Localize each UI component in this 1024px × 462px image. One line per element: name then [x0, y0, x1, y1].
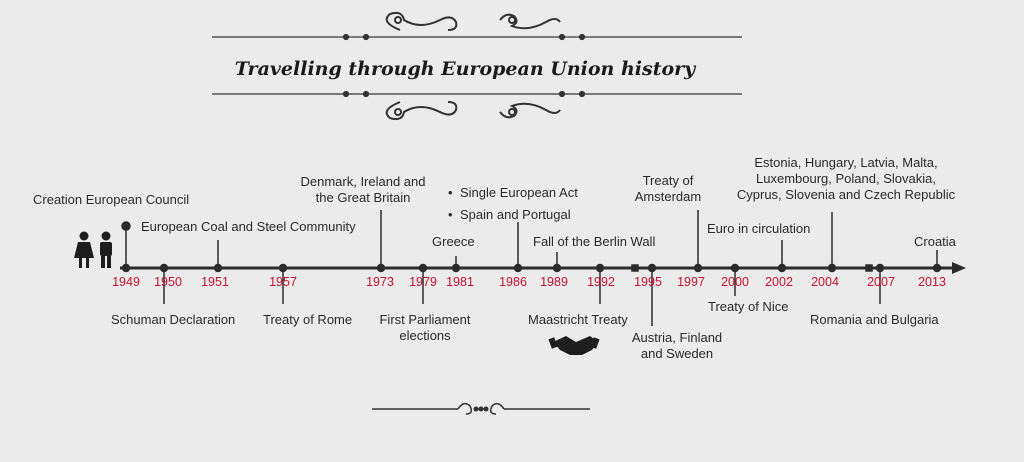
year-label: 1950: [154, 275, 182, 289]
people-icon: [74, 232, 112, 269]
year-label: 1979: [409, 275, 437, 289]
event-rome: Treaty of Rome: [263, 312, 353, 327]
event-amsterdam: Treaty of Amsterdam: [634, 173, 702, 204]
event-parliament: First Parliament elections: [379, 312, 471, 343]
year-label: 1973: [366, 275, 394, 289]
event-denmark: Denmark, Ireland and the Great Britain: [300, 174, 426, 205]
event-greece: Greece: [432, 234, 475, 249]
event-croatia: Croatia: [914, 234, 956, 249]
year-label: 1989: [540, 275, 568, 289]
marker-1994: [632, 265, 638, 271]
event-romania: Romania and Bulgaria: [810, 312, 939, 327]
year-label: 1997: [677, 275, 705, 289]
year-label: 2013: [918, 275, 946, 289]
list-item: • Single European Act: [448, 185, 578, 200]
title-frame-top: [212, 35, 742, 40]
event-enlargement-2004: Estonia, Hungary, Latvia, Malta, Luxembourg, Poland, Slovakia, Cyprus, Slovenia and Czech Republic: [736, 155, 956, 202]
year-label: 1995: [634, 275, 662, 289]
flourish-icon: [387, 13, 560, 30]
year-label: 1992: [587, 275, 615, 289]
event-coal-steel: European Coal and Steel Community: [141, 219, 356, 234]
page-title: Travelling through European Union history: [234, 58, 696, 80]
event-maastricht: Maastricht Treaty: [528, 312, 628, 327]
handshake-icon: [548, 336, 599, 355]
marker-2006: [866, 265, 872, 271]
list-item: • Spain and Portugal: [448, 207, 571, 222]
year-label: 2004: [811, 275, 839, 289]
event-schuman: Schuman Declaration: [111, 312, 236, 327]
event-creation-council: Creation European Council: [33, 192, 190, 207]
year-label: 2002: [765, 275, 793, 289]
title-frame-bottom: [212, 92, 742, 97]
year-label: 1981: [446, 275, 474, 289]
event-1986-list: [448, 182, 578, 226]
year-label: 1986: [499, 275, 527, 289]
year-label: 1951: [201, 275, 229, 289]
event-berlin-wall: Fall of the Berlin Wall: [533, 234, 656, 249]
flourish-icon: [387, 102, 560, 119]
event-nice: Treaty of Nice: [708, 299, 789, 314]
flourish-icon: [372, 404, 590, 414]
event-austria: Austria, Finland and Sweden: [631, 330, 723, 361]
year-label: 2000: [721, 275, 749, 289]
event-euro: Euro in circulation: [707, 221, 811, 236]
year-label: 1949: [112, 275, 140, 289]
timeline-axis: [120, 262, 966, 274]
year-label: 2007: [867, 275, 895, 289]
year-label: 1957: [269, 275, 297, 289]
